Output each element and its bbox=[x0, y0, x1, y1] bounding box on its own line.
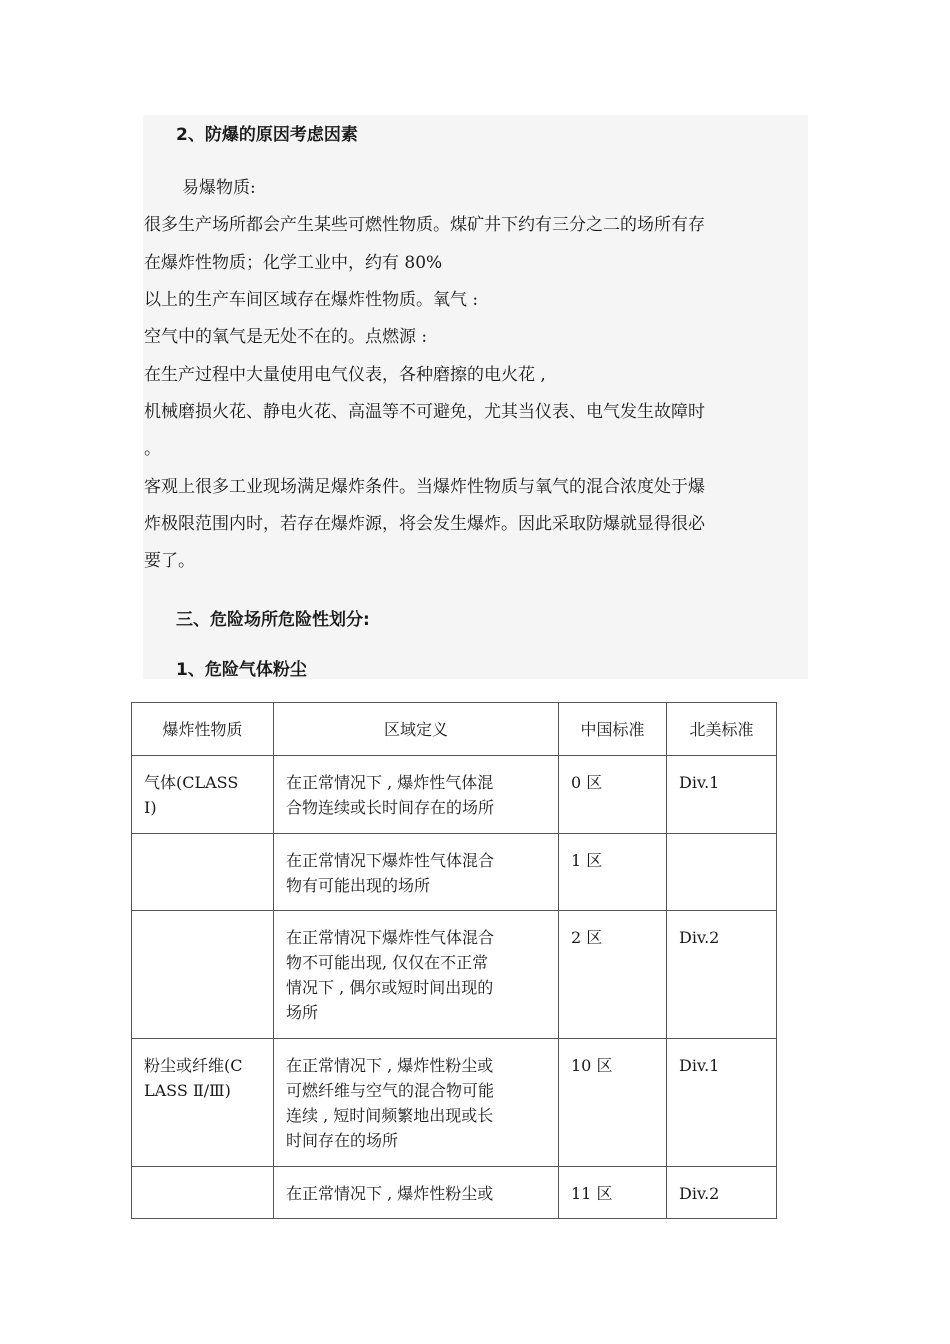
table-cell bbox=[667, 834, 777, 911]
table-cell: 气体(CLASS Ⅰ) bbox=[132, 756, 274, 834]
paragraph-line: 易爆物质: bbox=[182, 178, 256, 198]
paragraph-line: 很多生产场所都会产生某些可燃性物质。煤矿井下约有三分之二的场所有存 bbox=[144, 215, 705, 235]
section-heading: 2、防爆的原因考虑因素 bbox=[176, 125, 358, 145]
table-cell: 2 区 bbox=[559, 911, 667, 1039]
table-cell bbox=[132, 834, 274, 911]
paragraph-line: 以上的生产车间区域存在爆炸性物质。氧气 : bbox=[144, 290, 479, 310]
paragraph-line: 空气中的氧气是无处不在的。点燃源 : bbox=[144, 327, 428, 347]
table-cell: 在正常情况下 , 爆炸性气体混 合物连续或长时间存在的场所 bbox=[274, 756, 559, 834]
header-cell: 爆炸性物质 bbox=[132, 703, 274, 756]
table-row bbox=[132, 1039, 777, 1167]
table-row bbox=[132, 756, 777, 834]
hazard-zone-table bbox=[131, 702, 777, 1219]
table-cell: 在正常情况下 , 爆炸性粉尘或 bbox=[274, 1167, 559, 1219]
paragraph-line: 客观上很多工业现场满足爆炸条件。当爆炸性物质与氧气的混合浓度处于爆 bbox=[144, 477, 705, 497]
paragraph-line: 机械磨损火花、静电火花、高温等不可避免，尤其当仪表、电气发生故障时 bbox=[144, 402, 705, 422]
table-cell: 在正常情况下 , 爆炸性粉尘或 可燃纤维与空气的混合物可能 连续 , 短时间频繁地出现或长 时间存在的场所 bbox=[274, 1039, 559, 1167]
table-row bbox=[132, 1167, 777, 1219]
paragraph-line: 在爆炸性物质；化学工业中，约有 80% bbox=[144, 253, 443, 273]
header-cell: 区域定义 bbox=[274, 703, 559, 756]
table-cell: Div.2 bbox=[667, 911, 777, 1039]
table-cell: Div.1 bbox=[667, 1039, 777, 1167]
table-cell: 10 区 bbox=[559, 1039, 667, 1167]
header-cell: 北美标准 bbox=[667, 703, 777, 756]
table-cell: 在正常情况下爆炸性气体混合 物有可能出现的场所 bbox=[274, 834, 559, 911]
table-header-row bbox=[132, 703, 777, 756]
shaded-text-block bbox=[143, 115, 808, 679]
table-cell: 11 区 bbox=[559, 1167, 667, 1219]
table-cell bbox=[132, 911, 274, 1039]
table-cell: 0 区 bbox=[559, 756, 667, 834]
table-cell: 粉尘或纤维(C LASS Ⅱ/Ⅲ) bbox=[132, 1039, 274, 1167]
table-cell: 1 区 bbox=[559, 834, 667, 911]
paragraph-line: 炸极限范围内时，若存在爆炸源，将会发生爆炸。因此采取防爆就显得很必 bbox=[144, 514, 705, 534]
paragraph-line: 在生产过程中大量使用电气仪表，各种磨擦的电火花 , bbox=[144, 365, 546, 385]
table-cell: Div.2 bbox=[667, 1167, 777, 1219]
header-cell: 中国标准 bbox=[559, 703, 667, 756]
heading-hazard-classification: 三、危险场所危险性划分: bbox=[176, 610, 370, 630]
heading-gas-dust: 1、危险气体粉尘 bbox=[176, 660, 307, 680]
table-cell: Div.1 bbox=[667, 756, 777, 834]
table-cell: 在正常情况下爆炸性气体混合 物不可能出现, 仅仅在不正常 情况下 , 偶尔或短时间出现的 场所 bbox=[274, 911, 559, 1039]
table-row bbox=[132, 834, 777, 911]
paragraph-line: 。 bbox=[144, 439, 161, 459]
table-cell bbox=[132, 1167, 274, 1219]
paragraph-line: 要了。 bbox=[144, 551, 195, 571]
table-row bbox=[132, 911, 777, 1039]
